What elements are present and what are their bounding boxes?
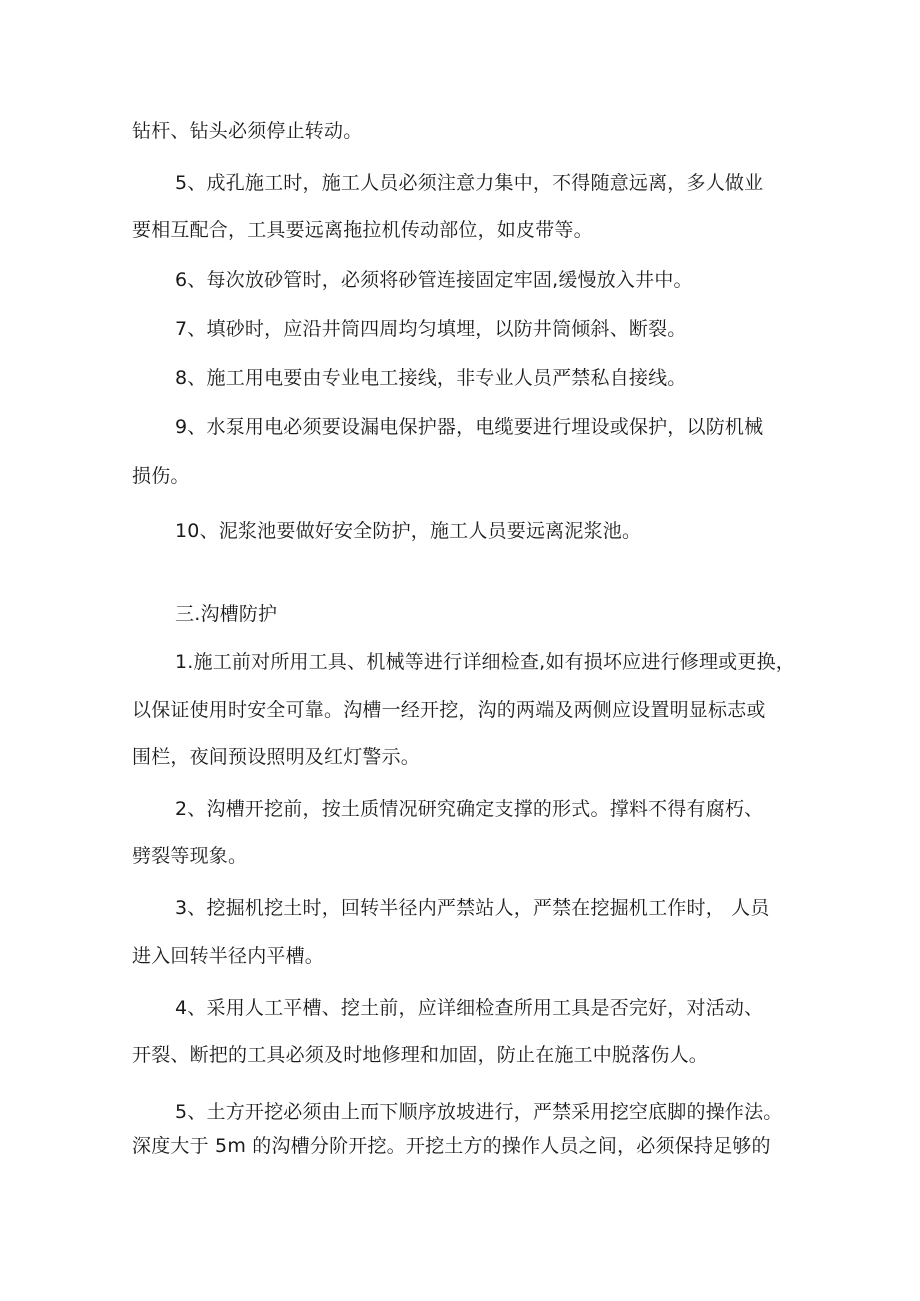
text-line: 9、水泵用电必须要设漏电保护器，电缆要进行埋设或保护，以防机械 <box>175 416 764 438</box>
text-line: 劈裂等现象。 <box>132 845 248 867</box>
text-line: 6、每次放砂管时，必须将砂管连接固定牢固,缓慢放入井中。 <box>175 269 693 291</box>
text-line: 2、沟槽开挖前，按土质情况研究确定支撑的形式。撑料不得有腐朽、 <box>175 798 764 820</box>
text-line: 要相互配合，工具要远离拖拉机传动部位，如皮带等。 <box>132 219 593 241</box>
text-line: 3、挖掘机挖土时，回转半径内严禁站人，严禁在挖掘机工作时， 人员 <box>175 897 770 919</box>
text-line: 1.施工前对所用工具、机械等进行详细检查,如有损坏应进行修理或更换， <box>175 651 795 673</box>
text-line: 7、填砂时，应沿井筒四周均匀填埋，以防井筒倾斜、断裂。 <box>175 318 687 340</box>
text-line: 深度大于 5m 的沟槽分阶开挖。开挖土方的操作人员之间，必须保持足够的 <box>132 1135 771 1157</box>
text-line: 10、泥浆池要做好安全防护，施工人员要远离泥浆池。 <box>175 520 642 542</box>
text-line: 围栏，夜间预设照明及红灯警示。 <box>132 746 421 768</box>
text-line: 5、土方开挖必须由上而下顺序放坡进行，严禁采用挖空底脚的操作法。 <box>175 1101 783 1123</box>
text-line: 损伤。 <box>132 465 190 487</box>
text-line: 以保证使用时安全可靠。沟槽一经开挖，沟的两端及两侧应设置明显标志或 <box>132 699 766 721</box>
text-line: 开裂、断把的工具必须及时地修理和加固，防止在施工中脱落伤人。 <box>132 1044 709 1066</box>
text-line: 5、成孔施工时，施工人员必须注意力集中，不得随意远离，多人做业 <box>175 172 764 194</box>
text-line: 4、采用人工平槽、挖土前，应详细检查所用工具是否完好，对活动、 <box>175 997 764 1019</box>
text-line: 钻杆、钻头必须停止转动。 <box>132 120 363 142</box>
text-line: 进入回转半径内平槽。 <box>132 945 325 967</box>
section-heading: 三.沟槽防护 <box>175 603 278 625</box>
text-line: 8、施工用电要由专业电工接线，非专业人员严禁私自接线。 <box>175 367 687 389</box>
